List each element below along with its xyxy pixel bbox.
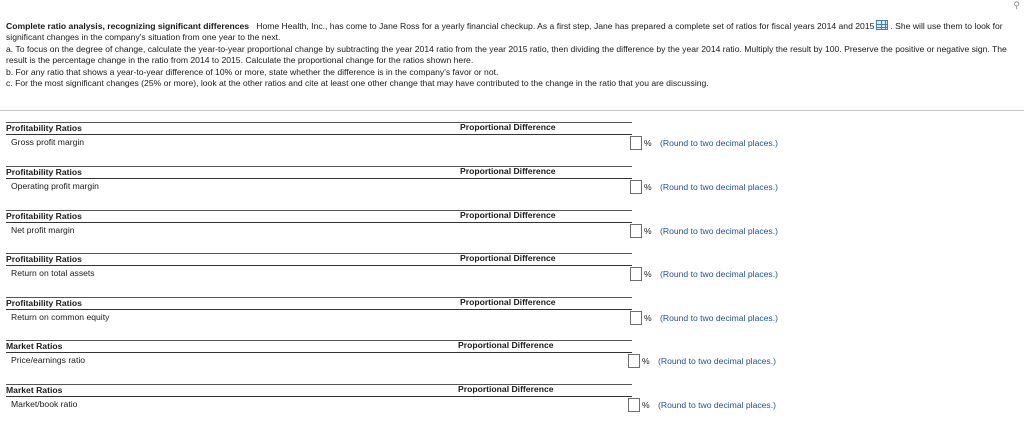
ratio-row [6,384,1016,424]
section-divider [0,110,1024,111]
percent-sign: % [644,182,652,192]
problem-statement [6,20,1016,89]
ratio-name: Net profit margin [11,225,75,235]
problem-intro [6,20,1016,44]
ratio-row [6,166,1016,206]
proportional-difference-input[interactable] [630,267,642,281]
ratio-name: Return on total assets [11,268,95,278]
ratio-row [6,340,1016,380]
ratio-category: Profitability Ratios [6,211,82,221]
rounding-hint: (Round to two decimal places.) [658,356,776,366]
ratio-name: Price/earnings ratio [11,355,86,365]
ratio-row [6,122,1016,162]
proportional-difference-input[interactable] [630,136,642,150]
part-c: c. For the most significant changes (25% or more), look at the other ratios and cite at least one other change that may have contributed to the change in the ratio that you are discussing. [6,78,709,89]
percent-sign: % [642,400,650,410]
ratio-category: Profitability Ratios [6,298,82,308]
percent-sign: % [644,269,652,279]
ratio-category: Market Ratios [6,341,63,351]
ratio-row [6,210,1016,250]
ratio-category: Market Ratios [6,385,63,395]
proportional-difference-header: Proportional Difference [460,297,556,307]
proportional-difference-input[interactable] [630,180,642,194]
proportional-difference-header: Proportional Difference [460,210,556,220]
rounding-hint: (Round to two decimal places.) [660,313,778,323]
proportional-difference-header: Proportional Difference [458,340,554,350]
part-a: a. To focus on the degree of change, calculate the year-to-year proportional change by subtracting the year 2014 ratio from the year 2015 ratio, then dividing the difference by the year 2014 ratio. Multiply the result by 100. Preserve the positive or negative sign. The result is the percentage change in the ratio from 2014 to 2015. Calculate the proportional change for the ratios shown here. [6,43,1007,66]
ratio-name: Return on common equity [11,312,110,322]
problem-title: Complete ratio analysis, recognizing significant differences [6,21,250,31]
percent-sign: % [642,356,650,366]
ratio-name: Operating profit margin [11,181,99,191]
percent-sign: % [644,313,652,323]
pin-icon: ⚲ [1013,0,1020,10]
proportional-difference-header: Proportional Difference [460,253,556,263]
rounding-hint: (Round to two decimal places.) [660,269,778,279]
ratio-name: Gross profit margin [11,137,85,147]
proportional-difference-header: Proportional Difference [460,166,556,176]
rounding-hint: (Round to two decimal places.) [660,182,778,192]
ratio-row [6,253,1016,293]
proportional-difference-input[interactable] [628,354,640,368]
percent-sign: % [644,138,652,148]
rounding-hint: (Round to two decimal places.) [658,400,776,410]
proportional-difference-header: Proportional Difference [458,384,554,394]
intro-text-cont: . She will use them to look for significant changes in the company's situation from one year to the next. [6,21,1003,43]
ratio-row [6,297,1016,337]
data-table-icon[interactable] [876,20,888,30]
proportional-difference-header: Proportional Difference [460,122,556,132]
ratio-category: Profitability Ratios [6,123,82,133]
intro-text: Home Health, Inc., has come to Jane Ross for a yearly financial checkup. As a first step, Jane has prepared a complete set of ratios for fiscal years 2014 and [256,21,853,31]
rounding-hint: (Round to two decimal places.) [660,226,778,236]
proportional-difference-input[interactable] [628,398,640,412]
ratio-category: Profitability Ratios [6,167,82,177]
proportional-difference-input[interactable] [630,224,642,238]
part-b: b. For any ratio that shows a year-to-year difference of 10% or more, state whether the difference is in the company's favor or not. [6,66,499,77]
ratio-name: Market/book ratio [11,399,78,409]
percent-sign: % [644,226,652,236]
ratio-category: Profitability Ratios [6,254,82,264]
rounding-hint: (Round to two decimal places.) [660,138,778,148]
intro-year: 2015 [855,21,875,31]
proportional-difference-input[interactable] [630,311,642,325]
